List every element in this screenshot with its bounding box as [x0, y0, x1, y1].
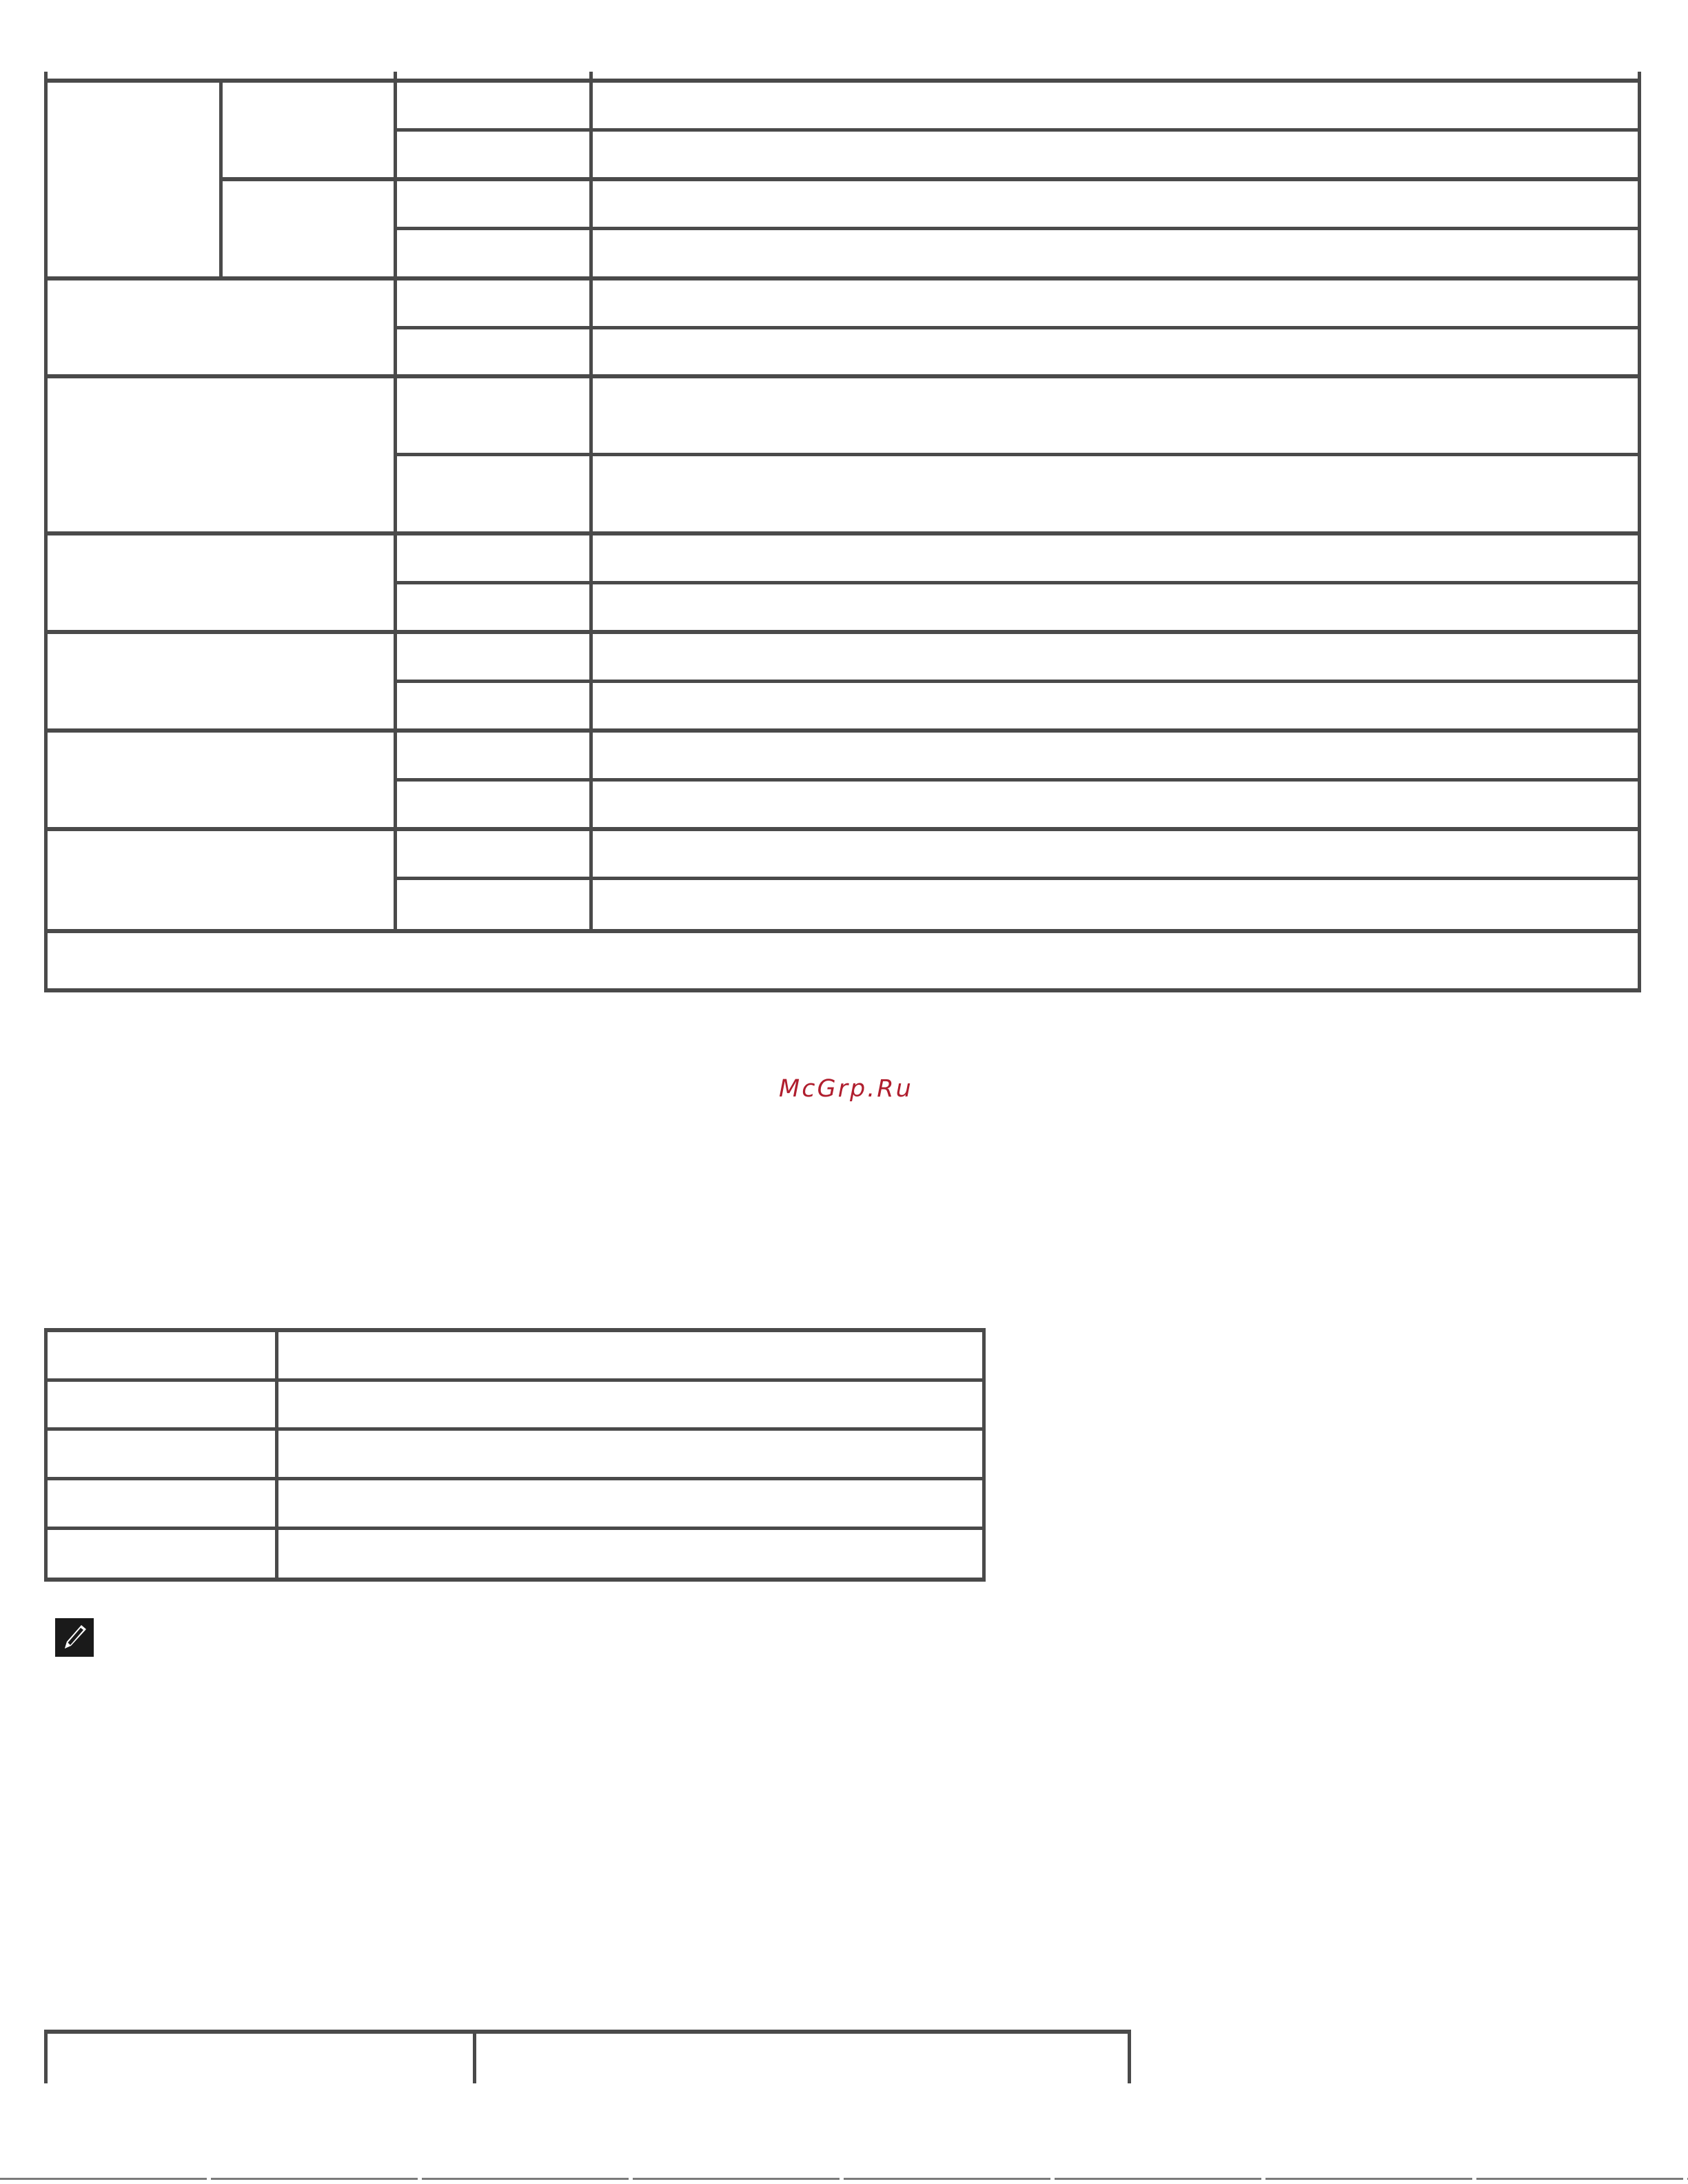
table-top-row: [44, 728, 1641, 733]
table-top-row: [394, 778, 1641, 782]
table-top-row: [394, 128, 1641, 132]
table-top-row: [44, 929, 1641, 933]
table-bottom-border-right: [1128, 2030, 1131, 2083]
table-top-row: [219, 177, 1641, 181]
table-top-row: [394, 227, 1641, 230]
table-middle-row: [44, 1477, 986, 1480]
table-middle-border-top: [44, 1328, 986, 1332]
table-bottom-col: [473, 2030, 476, 2083]
table-middle-row: [44, 1427, 986, 1431]
table-top-row: [44, 630, 1641, 634]
table-top-row: [44, 531, 1641, 535]
table-top-row: [394, 877, 1641, 880]
table-top-row: [44, 276, 1641, 280]
table-top-row: [394, 453, 1641, 456]
table-middle-border-right: [982, 1328, 986, 1582]
table-middle-row: [44, 1378, 986, 1382]
table-top-border-bottom: [44, 988, 1641, 992]
table-middle-col: [275, 1328, 278, 1582]
table-top-row: [394, 581, 1641, 584]
watermark-text: McGrp.Ru: [779, 1075, 913, 1103]
note-pencil-icon: [55, 1618, 94, 1657]
table-middle-border-bottom: [44, 1578, 986, 1582]
table-top-col-c: [589, 72, 593, 933]
table-top-col-b: [394, 72, 397, 933]
table-top-row: [394, 680, 1641, 683]
table-middle-row: [44, 1527, 986, 1530]
table-top-row: [394, 326, 1641, 329]
table-top-row: [44, 374, 1641, 378]
page-bottom-rule: [0, 2178, 1688, 2180]
table-middle-border-left: [44, 1328, 48, 1582]
table-bottom-border-top: [44, 2030, 1131, 2034]
table-top-row: [44, 79, 1641, 83]
table-bottom-border-left: [44, 2030, 48, 2083]
table-top-row: [44, 827, 1641, 831]
